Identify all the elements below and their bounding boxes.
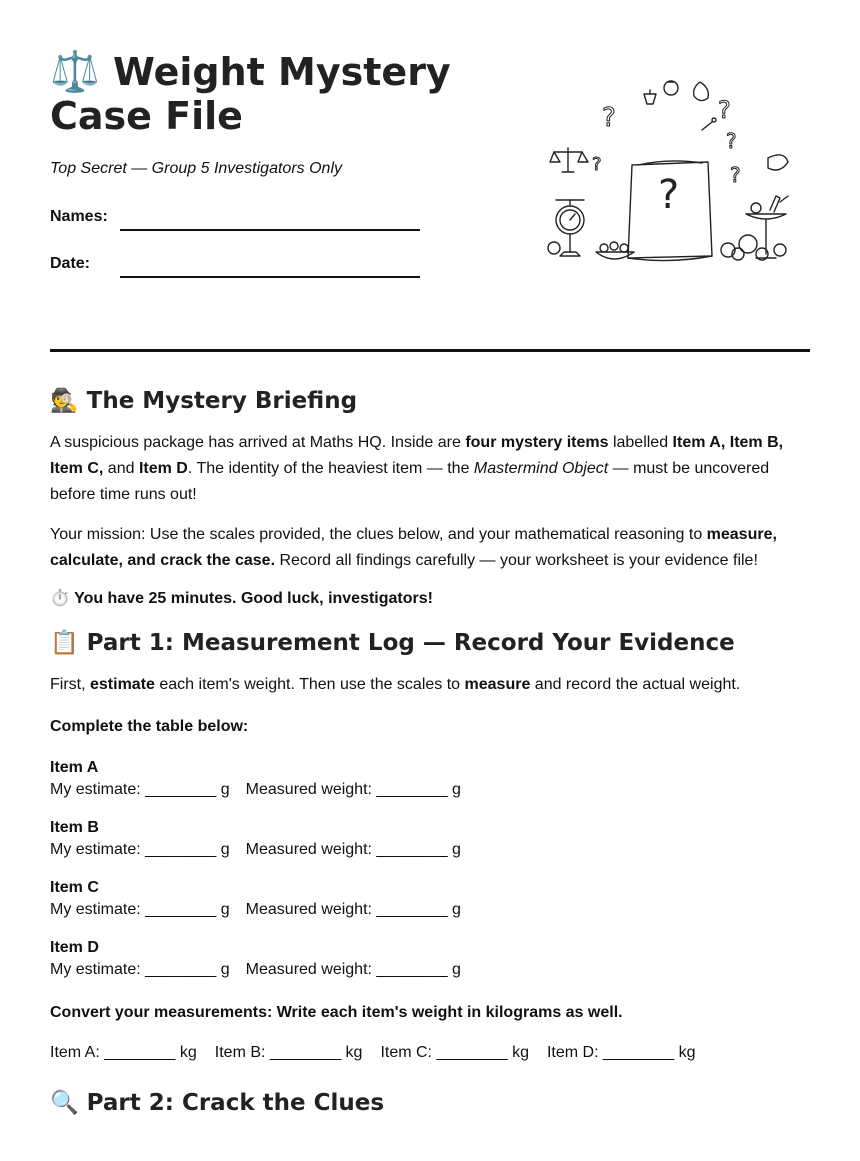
timer-note: [50, 588, 810, 610]
briefing-paragraph-1: [50, 430, 810, 508]
names-label: Names:: [50, 208, 108, 225]
svg-text:?: ?: [658, 172, 680, 218]
svg-text:?: ?: [602, 103, 616, 133]
briefing-paragraph-2: [50, 522, 810, 574]
subtitle: Top Secret — Group 5 Investigators Only: [50, 160, 342, 177]
emphasis: measure: [464, 676, 531, 693]
conversion-field[interactable]: Item D: ________ kg: [546, 1044, 696, 1061]
text-segment: and: [103, 460, 139, 477]
convert-prompt: Convert your measurements: Write each item's weight in kilograms as well.: [50, 1004, 623, 1021]
conversion-field[interactable]: Item C: ________ kg: [380, 1044, 529, 1061]
worksheet-content: [50, 386, 810, 1132]
text-segment: — must be uncovered before time runs out!: [50, 460, 770, 503]
timer-text: You have 25 minutes. Good luck, investigators!: [74, 590, 433, 607]
item-name: Item D: [50, 939, 99, 956]
detective-icon: 🕵️: [50, 388, 79, 414]
item-name: Item A: [50, 759, 99, 776]
measured-field[interactable]: Measured weight: ________ g: [245, 841, 461, 858]
svg-text:?: ?: [730, 163, 741, 187]
briefing-heading-text: The Mystery Briefing: [86, 388, 358, 414]
emphasis: four mystery items: [465, 434, 609, 451]
item-entry: [50, 938, 810, 982]
estimate-field[interactable]: My estimate: ________ g: [50, 781, 230, 798]
text-segment: Record all findings carefully — your worksheet is your evidence file!: [275, 552, 758, 569]
page-title-text: Weight Mystery Case File: [50, 50, 451, 138]
measured-field[interactable]: Measured weight: ________ g: [245, 961, 461, 978]
stopwatch-icon: ⏱️: [50, 590, 70, 607]
estimate-field[interactable]: My estimate: ________ g: [50, 901, 230, 918]
item-entry: [50, 818, 810, 862]
part1-heading-text: Part 1: Measurement Log — Record Your Evidence: [86, 630, 735, 656]
italic-emphasis: Mastermind Object: [473, 460, 609, 477]
part2-heading: [50, 1088, 810, 1118]
emphasis: Item D: [138, 460, 188, 477]
measured-field[interactable]: Measured weight: ________ g: [245, 781, 461, 798]
part2-heading-text: Part 2: Crack the Clues: [86, 1090, 385, 1116]
mystery-package-illustration: [540, 70, 800, 270]
part1-intro: [50, 672, 810, 698]
table-prompt: Complete the table below:: [50, 718, 249, 735]
measured-field[interactable]: Measured weight: ________ g: [245, 901, 461, 918]
names-field[interactable]: [120, 229, 420, 231]
estimate-field[interactable]: My estimate: ________ g: [50, 841, 230, 858]
item-entry: [50, 758, 810, 802]
text-segment: Your mission: Use the scales provided, the clues below, and your mathematical reasoning to: [50, 526, 707, 543]
text-segment: and record the actual weight.: [530, 676, 741, 693]
text-segment: First,: [50, 676, 90, 693]
item-entry: [50, 878, 810, 922]
part1-heading: [50, 628, 810, 658]
emphasis: measure, calculate, and crack the case.: [50, 526, 777, 569]
scales-icon: ⚖️: [50, 49, 100, 95]
item-name: Item B: [50, 819, 99, 836]
conversion-field[interactable]: Item B: ________ kg: [214, 1044, 363, 1061]
text-segment: each item's weight. Then use the scales to: [154, 676, 465, 693]
svg-text:?: ?: [718, 96, 731, 124]
item-name: Item C: [50, 879, 99, 896]
header-divider: [50, 349, 810, 352]
svg-text:?: ?: [592, 154, 602, 175]
estimate-field[interactable]: My estimate: ________ g: [50, 961, 230, 978]
conversion-row: [50, 1042, 810, 1064]
date-label: Date:: [50, 255, 91, 272]
briefing-heading: [50, 386, 810, 416]
emphasis: estimate: [90, 676, 155, 693]
date-field[interactable]: [120, 276, 420, 278]
text-segment: A suspicious package has arrived at Maths HQ. Inside are: [50, 434, 466, 451]
conversion-field[interactable]: Item A: ________ kg: [50, 1044, 197, 1061]
svg-text:?: ?: [726, 129, 737, 153]
magnifier-icon: 🔍: [50, 1090, 79, 1116]
clipboard-icon: 📋: [50, 630, 79, 656]
page-title: [50, 50, 550, 138]
emphasis: Item A, Item B, Item C,: [50, 434, 784, 477]
text-segment: . The identity of the heaviest item — the: [187, 460, 474, 477]
text-segment: labelled: [608, 434, 673, 451]
